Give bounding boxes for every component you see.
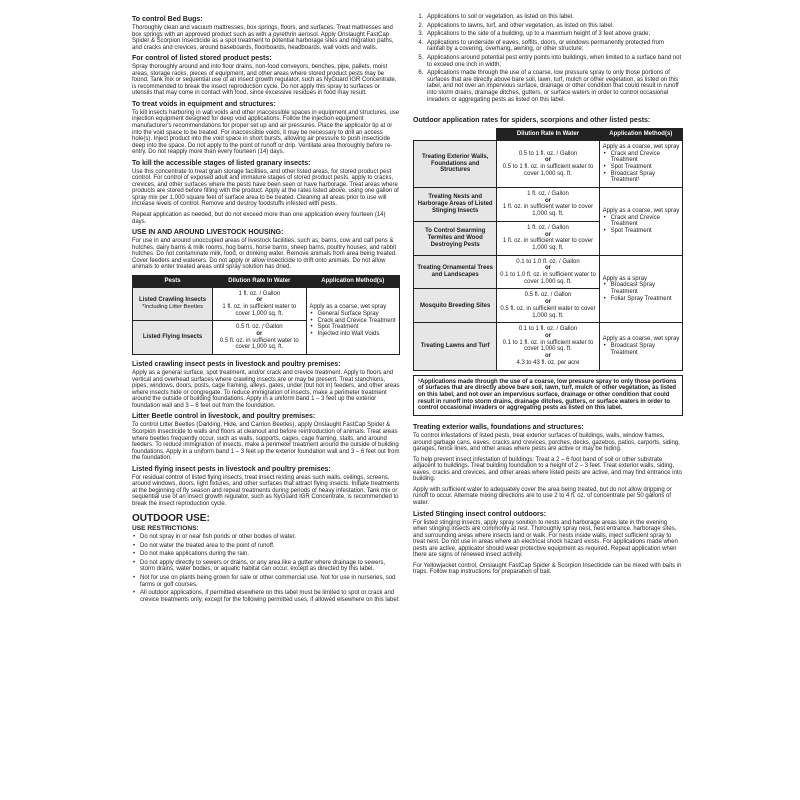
list-item: 6. Applications made through the use of a coarse, low pressure spray to only those portions of surfaces that are directly above bare soil, lawn, turf, mulch or other vegetation, as listed on this label, and not over an impervious surface, drainage or other condition that could result in runoff into storm drains, drainage ditches, gutters, or surface waters in order to control occasional invaders or aggregating pests as listed on this label. (425, 70, 683, 103)
outdoor-rate-table (413, 128, 683, 370)
header-pest (414, 129, 497, 141)
list-item: 4. Applications to underside of eaves, soffits, doors, or windows permanently protected from rainfall by a covering, overhang, awning, or other structure; (425, 40, 683, 53)
method-list (603, 215, 680, 235)
method-item: • Injected into Wall Voids (318, 331, 397, 338)
method-item: • Broadcast Spray Treatment¹ (611, 171, 680, 184)
pest-cell: Treating Lawns and Turf (414, 323, 497, 370)
pest-cell: Mosquito Breeding Sites (414, 289, 497, 323)
outdoor-table-title: Outdoor application rates for spiders, scorpions and other listed pests: (413, 117, 651, 125)
stored-product-body: Spray thoroughly around and into floor drains, non-food conveyors, benches, pipe, pallets, moist areas, storage racks, pieces of equipment, and other areas where stored product pests may be found. Tank mix or sequential use of an insect growth regulator, such as NyGuard IGR Concentrate, is recommended to break the insect reproduction cycle. Do not apply this spray to surfaces or utensils that may come in contact with food, since excessive residues in food may result. (132, 64, 397, 97)
rate-per-gallon: 0.5 fl. oz. / Gallon (524, 292, 572, 299)
rate-or: or (256, 331, 263, 338)
crawling-livestock-heading: Listed crawling insect pests in livestock and poultry premises: (132, 361, 341, 369)
rate-or: or (544, 197, 551, 204)
list-item: • Do not spray in or near fish ponds or other bodies of water. (140, 534, 400, 541)
list-item: 1. Applications to soil or vegetation, as listed on this label. (425, 14, 683, 21)
bed-bugs-heading: To control Bed Bugs: (132, 16, 203, 23)
method-item: • Crack and Crevice Treatment (318, 318, 397, 325)
method-cell (599, 323, 682, 370)
list-item: • All outdoor applications, if permitted elsewhere on this label must be limited to spot or crack and crevice treatments only, except for the following permitted uses, if allowed elsewhere on this label: (140, 590, 400, 603)
rate-cell (497, 289, 599, 323)
bed-bugs-body: Thoroughly clean and vacuum mattresses, box springs, floors, and surfaces. Treat mattresses and box springs with an approved product such as with a pyrethrin aerosol. Apply Onslaught FastCap Spider & Scorpion Insecticide as a spot treatment to potential harborage sites and migration paths, and cracks and crevices, around baseboards, floorboards, headboards, wall voids and walls. (132, 25, 394, 51)
method-intro: Apply as a spray (602, 275, 647, 282)
rate-cell (497, 255, 599, 289)
header-dilution: Dilution Rate In Water (213, 275, 306, 287)
flying-livestock-heading: Listed flying insect pests in livestock and poultry premises: (132, 465, 331, 473)
rate-per-area: 0.5 to 1 fl. oz. in sufficient water to cover 1,000 sq. ft. (502, 163, 594, 177)
pest-cell: Treating Ornamental Trees and Landscapes (414, 255, 497, 289)
rate-or: or (544, 353, 551, 360)
list-item: • Not for use on plants being grown for sale or other commercial use. Not for use in nurseries, sod farms or golf courses. (140, 575, 400, 588)
list-item: 5. Applications around potential pest entry points into buildings, when limited to a surface band not to exceed one inch in width; (425, 55, 683, 68)
rate-per-area: 1 fl. oz. in sufficient water to cover 1,000 sq. ft. (222, 303, 297, 317)
table-row (414, 255, 683, 289)
voids-body: To kill insects harboring in wall voids and other inaccessible spaces in equipment and structures, use injection equipment designed for deep void applications. Follow the injection equipment manufacturer's recommendations for proper set up and air pressures. Place the applicator tip at or into the void space to be treated. For inaccessible voids, it may be necessary to drill an access hole(s). Inject product into the void space in short bursts, allowing air pressure to push insecticide deep into the space. Do not apply to the point of runoff or drip. Ventilate area thoroughly before re-entry. Do not reapply more than every fourteen (14) days. (132, 109, 400, 156)
outdoor-table-header (414, 129, 683, 141)
rate-cell (497, 140, 599, 187)
rate-per-gallon: 1 fl. oz. / Gallon (527, 224, 569, 231)
method-item: • Spot Treatment (611, 228, 680, 235)
list-item: • Do not make applications during the rain. (140, 551, 400, 558)
pest-cell: Treating Exterior Walls, Foundations and Structures (414, 140, 497, 187)
table-row (133, 287, 400, 321)
voids-heading: To treat voids in equipment and structures: (132, 100, 276, 108)
left-column (132, 14, 400, 605)
rate-per-gallon: 1 fl. oz. / Gallon (527, 191, 569, 198)
method-list (603, 151, 680, 185)
rate-or: or (544, 299, 551, 306)
granary-repeat: Repeat application as needed, but do not exceed more than one application every fourteen (14) days. (132, 212, 386, 225)
rate-or: or (544, 231, 551, 238)
litter-beetle-body: To control Litter Beetles (Darkling, Hide, and Carrion Beetles), apply Onslaught FastCap Spider & Scorpion Insecticide to walls and floors at cleanout and before reintroduction of animals. Treat areas where beetles frequently occur, such as walls, supports, cages, cage framing, stalls, and around feeders. To reduce immigration of insects, make a perimeter treatment around the outside of building foundations. Apply in a uniform band 1 – 3 feet up the exterior foundation wall and 3 – 6 feet out from the foundation. (132, 422, 400, 462)
method-cell (599, 188, 682, 256)
litter-beetle-heading: Litter Beetle control in livestock, and poultry premises: (132, 413, 316, 421)
method-item: • Spot Treatment (318, 324, 397, 331)
right-column (413, 14, 683, 580)
stinging-heading: Listed Stinging insect control outdoors: (413, 510, 546, 518)
granary-body: Use this concentrate to treat grain storage facilities, and other listed areas, for stored product pest control. For control of exposed adult and immature stages of stored product pests, apply to cracks, crevices, and other surfaces where the pests have been seen or have harborage. Treat areas where products are stored before filling with the product. Apply at the rates listed above, using one gallon of spray mix per 1,000 square feet of surface area to be treated. Cleaning all areas prior to use will increase levels of control. Remove and destroy foodstuffs infested with pests. (132, 168, 399, 208)
pest-name: Listed Crawling Insects (139, 297, 207, 304)
method-item: • Crack and Crevice Treatment (611, 151, 680, 164)
pest-cell: To Control Swarming Termites and Wood Destroying Pests (414, 221, 497, 255)
header-dilution: Dilution Rate In Water (497, 129, 599, 141)
outdoor-table-body (414, 140, 683, 370)
pest-note: *Including Litter Beetles (142, 303, 203, 310)
exterior-body: To control infestations of listed pests, treat exterior surfaces of buildings, walls, window frames, around garbage cans, eaves, cracks and crevices, porches, decks, gazebos, patios, carports, siding, garages, fence lines, and other areas where pests are active or may be hiding. (413, 433, 680, 453)
rate-per-area: 0.5 fl. oz. in sufficient water to cover 1,000 sq. ft. (500, 305, 596, 319)
rate-per-gallon: 1 fl. oz. / Gallon (238, 290, 281, 297)
method-item: • Spot Treatment (611, 164, 680, 171)
table-row (414, 140, 683, 187)
rate-cell (497, 323, 599, 370)
livestock-heading: USE IN AND AROUND LIVESTOCK HOUSING: (132, 229, 284, 237)
method-item: • Crack and Crevice Treatment (611, 215, 680, 228)
rate-cell (213, 287, 306, 321)
table-row (414, 323, 683, 370)
restrictions-list (132, 534, 400, 603)
permitted-uses-list (413, 14, 683, 103)
rate-per-area: 1 fl. oz. in sufficient water to cover 1,000 sq. ft. (502, 238, 594, 251)
list-item: 2. Applications to lawns, turf, and other vegetation, as listed on this label. (425, 23, 683, 30)
header-method: Application Method(s) (306, 275, 399, 287)
exterior-apply: Apply with sufficient water to adequately cover the area being treated, but do not allow dripping or runoff to occur. Alternate mixing directions are to use 2 to 4 fl. oz. of concentrate per 50 gallons of water. (413, 486, 672, 506)
exterior-heading: Treating exterior walls, foundations and structures: (413, 424, 584, 432)
pest-cell (133, 287, 213, 321)
pest-cell: Treating Nests and Harborage Areas of Listed Stinging Insects (414, 188, 497, 222)
rate-or: or (544, 157, 551, 164)
rate-per-area: 0.1 to 1 fl. oz. in sufficient water to cover 1,000 sq. ft. (502, 339, 594, 353)
rate-per-gallon: 0.5 fl. oz. / Gallon (235, 324, 283, 331)
rate-per-gallon: 0.5 to 1 fl. oz. / Gallon (518, 150, 578, 157)
livestock-rate-table (132, 275, 400, 355)
rate-cell (497, 221, 599, 255)
yellowjacket-note: For Yellowjacket control, Onslaught FastCap Spider & Scorpion Insecticide can be mixed with baits in traps. Follow trap instructions for preparation of bait. (413, 562, 682, 576)
method-cell (306, 287, 399, 355)
method-item: • Broadcast Spray Treatment (611, 282, 680, 295)
stored-product-heading: For control of listed stored product pests: (132, 55, 272, 63)
method-intro: Apply as a coarse, wet spray (309, 304, 387, 311)
rate-per-area: 0.1 to 1.0 fl. oz. in sufficient water to cover 1,000 sq. ft. (500, 272, 596, 285)
method-cell (599, 255, 682, 323)
header-method: Application Method(s) (599, 129, 682, 141)
crawling-livestock-body: Apply as a general surface, spot treatment, and/or crack and crevice treatment. Apply to floors and vertical and overhead surfaces where crawling insects are or may be present. Treat stanchions, pipes, windows, doors, posts, cage framing, alleys, gates, under (but not in) feeders, and other areas where insects hide or congregate. To reduce immigration of insects, make a perimeter treatment around the outside of building foundations. Apply in a uniform band 1 – 3 feet up the exterior foundation wall and 3 – 6 feet out from the foundation. (132, 370, 400, 409)
method-list (603, 343, 680, 356)
header-pests: Pests (133, 275, 213, 287)
granary-heading: To kill the accessible stages of listed granary insects: (132, 159, 311, 167)
rate-per-area: 0.5 fl. oz. in sufficient water to cover 1,000 sq. ft. (219, 337, 299, 351)
method-cell (599, 140, 682, 187)
pest-cell: Listed Flying Insects (133, 321, 213, 355)
table-row (414, 188, 683, 222)
list-item: • Do not apply directly to sewers or drains, or any area like a gutter where drainage to sewers, storm drains, water bodies, or aquatic habitat can occur, except as directed by this label. (140, 560, 400, 573)
list-item: • Do not water the treated area to the point of runoff. (140, 543, 400, 550)
method-intro: Apply as a coarse, wet spray (602, 207, 680, 214)
list-item: 3. Applications to the side of a building, up to a maximum height of 3 feet above grade; (425, 31, 683, 38)
method-intro: Apply as a coarse, wet spray (602, 143, 680, 150)
rate-per-acre: 4.3 to 43 fl. oz. per acre (516, 359, 580, 366)
use-restrictions-heading: USE RESTRICTIONS: (132, 525, 199, 533)
method-item: • Foliar Spray Treatment (611, 296, 680, 303)
rate-cell (497, 188, 599, 222)
method-list (603, 282, 680, 302)
method-intro: Apply as a coarse, wet spray (602, 336, 680, 343)
livestock-body: For use in and around unoccupied areas of livestock facilities, such as; barns, cow and calf pens & hutches, dairy barns & milk rooms, hog barns, horse barns, sheep barns, poultry houses, and rabbit hutches. Do not contaminate milk, food, or drinking water. Remove animals from area being treated. Cover feeders and waterers. Do not apply or allow insecticide to drift onto animals. Do not allow animals to enter treated areas until spray solution has dried. (132, 238, 397, 271)
method-item: • General Surface Spray (318, 311, 397, 318)
method-list (310, 311, 397, 338)
rate-or: or (256, 297, 263, 304)
rate-per-gallon: 0.1 to 1.0 fl. oz. / Gallon (516, 258, 580, 265)
table-footnote: ¹Applications made through the use of a coarse, low pressure spray to only those portions of surfaces that are directly above bare soil, lawn, turf, mulch or other vegetation, as listed on this label, and not over an impervious surface, drainage or other condition that could result in runoff into storm drains, drainage ditches, gutters, or surface waters in order to control occasional invaders or aggregating pests as listed on this label. (413, 375, 683, 417)
rate-or: or (544, 333, 551, 339)
flying-livestock-body: For residual control of listed flying insects, treat insect resting areas such walls, ceilings, screens, around windows, doors, light fixtures, and other surfaces that attract flying insects. Initiate treatments at the beginning of fly season and repeat treatments during periods of heavy infestation. Tank mix or sequential use of an insect growth regulator, such as NyGuard IGR Concentrate, is recommended to break the insect reproduction cycle. (132, 474, 400, 507)
stinging-body: For listed stinging insects, apply spray solution to nests and harborage areas late in the evening when stinging insects are commonly at rest. Thoroughly spray nest, nest entrance, harborage sites, and surrounding areas where insects land or walk. For nests inside walls, inject sufficient spray to treat nest. Do not use in areas where an electrical shock hazard exists. For applications made when pests are active, applicator should wear protective equipment as required. Repeat application when there are signs of renewed insect activity. (413, 519, 678, 559)
livestock-table-header (133, 275, 400, 287)
rate-or: or (544, 265, 551, 272)
rate-cell (213, 321, 306, 355)
method-item: • Broadcast Spray Treatment (611, 343, 680, 356)
exterior-prevent: To help prevent insect infestation of buildings: Treat a 2 – 6 foot band of soil or other substrate adjacent to buildings. Treat building foundation to a height of 2 – 3 feet. Treat exterior walls, siding, eaves, cracks and crevices, and other areas where listed pests are active, and may find entrance into building. (413, 456, 682, 483)
outdoor-use-heading: OUTDOOR USE: (132, 513, 210, 525)
rate-per-area: 1 fl. oz. in sufficient water to cover 1,000 sq. ft. (502, 204, 594, 218)
rate-per-gallon: 0.1 to 1 fl. oz. / Gallon (518, 326, 578, 333)
